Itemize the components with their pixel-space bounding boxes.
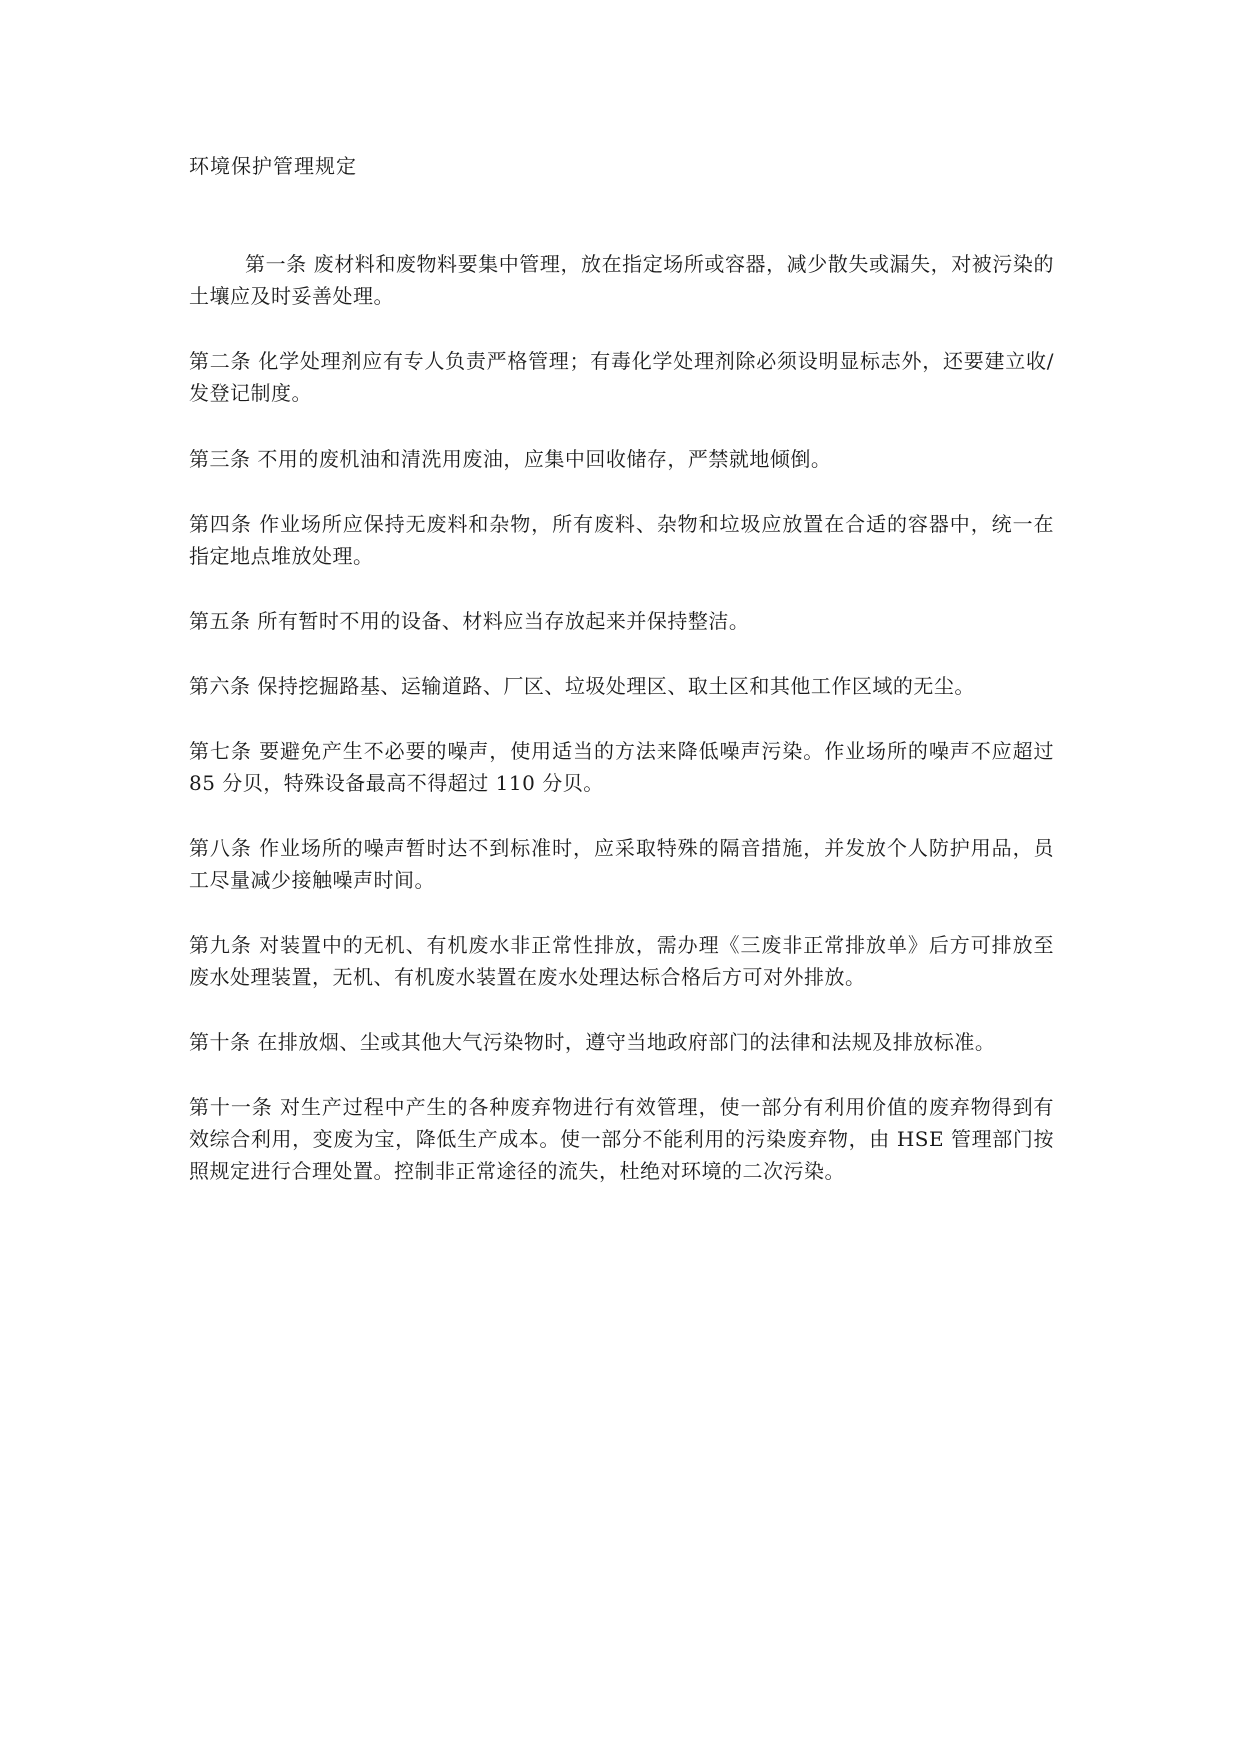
- article-7: 第七条 要避免产生不必要的噪声，使用适当的方法来降低噪声污染。作业场所的噪声不应超过 85 分贝，特殊设备最高不得超过 110 分贝。: [189, 739, 1054, 795]
- article-6: 第六条 保持挖掘路基、运输道路、厂区、垃圾处理区、取土区和其他工作区域的无尘。: [189, 674, 975, 698]
- article-11: 第十一条 对生产过程中产生的各种废弃物进行有效管理，使一部分有利用价值的废弃物得到有效综合利用，变废为宝，降低生产成本。使一部分不能利用的污染废弃物，由 HSE 管理部门按照规定进行合理处置。控制非正常途径的流失，杜绝对环境的二次污染。: [189, 1095, 1054, 1183]
- article-1: 第一条 废材料和废物料要集中管理，放在指定场所或容器，减少散失或漏失，对被污染的土壤应及时妥善处理。: [189, 252, 1054, 308]
- article-3: 第三条 不用的废机油和清洗用废油，应集中回收储存，严禁就地倾倒。: [189, 447, 832, 471]
- article-5: 第五条 所有暂时不用的设备、材料应当存放起来并保持整洁。: [189, 609, 750, 633]
- document-title: 环境保护管理规定: [189, 154, 357, 178]
- article-4: 第四条 作业场所应保持无废料和杂物，所有废料、杂物和垃圾应放置在合适的容器中，统一在指定地点堆放处理。: [189, 512, 1054, 568]
- article-2: 第二条 化学处理剂应有专人负责严格管理；有毒化学处理剂除必须设明显标志外，还要建立收/发登记制度。: [189, 349, 1054, 405]
- article-10: 第十条 在排放烟、尘或其他大气污染物时，遵守当地政府部门的法律和法规及排放标准。: [189, 1030, 996, 1054]
- article-8: 第八条 作业场所的噪声暂时达不到标准时，应采取特殊的隔音措施，并发放个人防护用品，员工尽量减少接触噪声时间。: [189, 836, 1054, 892]
- article-9: 第九条 对装置中的无机、有机废水非正常性排放，需办理《三废非正常排放单》后方可排放至废水处理装置，无机、有机废水装置在废水处理达标合格后方可对外排放。: [189, 933, 1054, 989]
